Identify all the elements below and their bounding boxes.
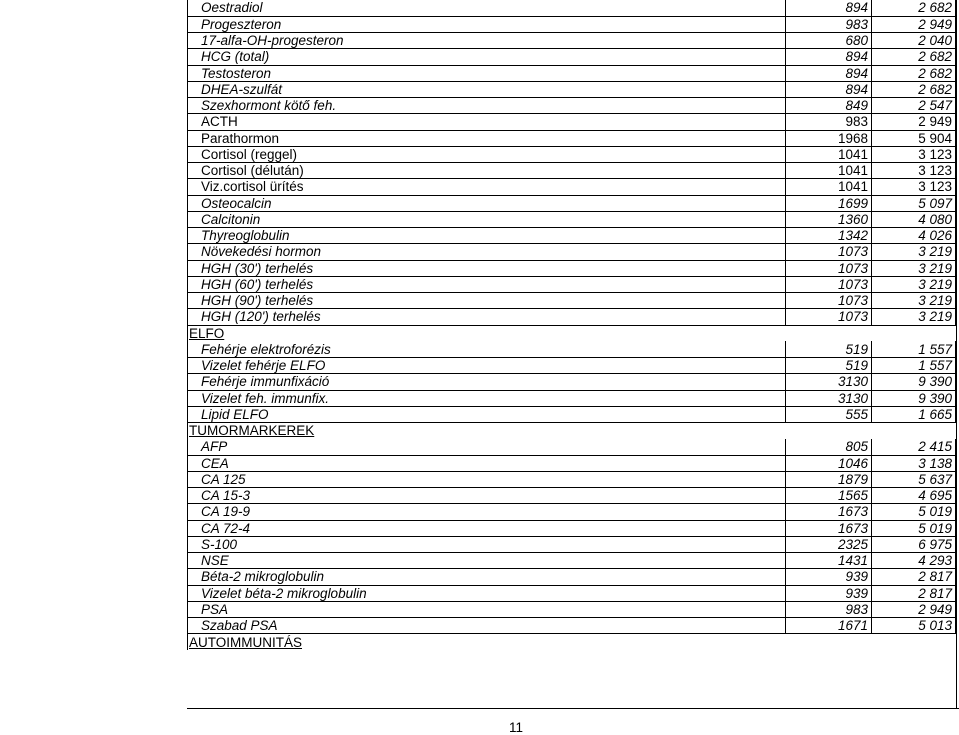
table-row [188, 455, 956, 471]
row-value-1: 805 [786, 439, 872, 455]
section-title: ELFO [189, 325, 225, 341]
row-value-2: 2 949 [872, 114, 956, 130]
row-value-2: 2 682 [872, 0, 956, 16]
table-row [188, 179, 956, 195]
table-row [188, 16, 956, 32]
row-value-2: 2 949 [872, 601, 956, 617]
row-value-1: 1673 [786, 520, 872, 536]
section-header-empty-cell [786, 634, 872, 650]
table-row [188, 358, 956, 374]
table-row [188, 244, 956, 260]
row-value-2: 3 219 [872, 260, 956, 276]
row-name: Növekedési hormon [188, 244, 786, 260]
row-name: CA 15-3 [188, 488, 786, 504]
table-row [188, 536, 956, 552]
section-header-empty-cell [786, 325, 872, 341]
row-name: Osteocalcin [188, 195, 786, 211]
row-value-1: 1073 [786, 293, 872, 309]
row-value-1: 894 [786, 65, 872, 81]
row-value-2: 2 817 [872, 569, 956, 585]
table-row [188, 228, 956, 244]
row-value-2: 2 682 [872, 81, 956, 97]
section-header-empty-cell [872, 325, 956, 341]
row-value-2: 4 026 [872, 228, 956, 244]
row-name: Viz.cortisol ürítés [188, 179, 786, 195]
row-value-1: 2325 [786, 536, 872, 552]
table-row [188, 569, 956, 585]
table-row [188, 0, 956, 16]
row-value-2: 6 975 [872, 536, 956, 552]
section-header-row [188, 423, 956, 439]
row-value-2: 2 682 [872, 49, 956, 65]
row-value-1: 1073 [786, 276, 872, 292]
row-value-1: 1431 [786, 553, 872, 569]
row-name: Cortisol (délután) [188, 163, 786, 179]
table-row [188, 146, 956, 162]
section-header-empty-cell [786, 423, 872, 439]
section-header [188, 423, 786, 439]
table-row [188, 520, 956, 536]
table-row [188, 260, 956, 276]
row-value-2: 2 682 [872, 65, 956, 81]
row-value-2: 3 219 [872, 309, 956, 325]
row-name: ACTH [188, 114, 786, 130]
table-row [188, 406, 956, 422]
row-value-2: 5 013 [872, 618, 956, 634]
row-name: Lipid ELFO [188, 406, 786, 422]
row-name: HCG (total) [188, 49, 786, 65]
row-value-2: 4 695 [872, 488, 956, 504]
row-name: CA 125 [188, 471, 786, 487]
row-name: 17-alfa-OH-progesteron [188, 33, 786, 49]
row-name: DHEA-szulfát [188, 81, 786, 97]
row-value-2: 3 219 [872, 276, 956, 292]
table-row [188, 553, 956, 569]
row-name: Testosteron [188, 65, 786, 81]
row-value-1: 1968 [786, 130, 872, 146]
row-value-1: 1360 [786, 211, 872, 227]
section-header [188, 634, 786, 650]
table-bottom-border [187, 708, 959, 709]
row-value-1: 939 [786, 585, 872, 601]
row-name: PSA [188, 601, 786, 617]
row-value-1: 1073 [786, 309, 872, 325]
row-value-2: 3 123 [872, 146, 956, 162]
row-value-1: 3130 [786, 390, 872, 406]
row-value-2: 2 547 [872, 98, 956, 114]
row-value-2: 5 019 [872, 504, 956, 520]
table-right-border [956, 0, 957, 708]
table-row [188, 374, 956, 390]
section-header-row [188, 325, 956, 341]
row-value-1: 939 [786, 569, 872, 585]
row-value-1: 983 [786, 114, 872, 130]
row-value-1: 1073 [786, 260, 872, 276]
table-row [188, 390, 956, 406]
row-value-2: 9 390 [872, 374, 956, 390]
section-header-empty-cell [872, 423, 956, 439]
table-row [188, 341, 956, 357]
row-value-2: 2 040 [872, 33, 956, 49]
row-value-2: 1 557 [872, 358, 956, 374]
row-value-1: 3130 [786, 374, 872, 390]
table-row [188, 601, 956, 617]
row-value-2: 9 390 [872, 390, 956, 406]
table-row [188, 211, 956, 227]
table-row [188, 276, 956, 292]
row-value-1: 555 [786, 406, 872, 422]
row-name: Cortisol (reggel) [188, 146, 786, 162]
row-name: Vizelet feh. immunfix. [188, 390, 786, 406]
row-value-1: 1565 [786, 488, 872, 504]
row-name: CEA [188, 455, 786, 471]
table-row [188, 65, 956, 81]
row-name: HGH (90') terhelés [188, 293, 786, 309]
row-name: AFP [188, 439, 786, 455]
row-value-1: 680 [786, 33, 872, 49]
price-table-body [188, 0, 956, 650]
page-number: 11 [509, 720, 524, 735]
row-value-2: 5 019 [872, 520, 956, 536]
row-value-1: 1673 [786, 504, 872, 520]
table-row [188, 114, 956, 130]
row-name: Béta-2 mikroglobulin [188, 569, 786, 585]
row-name: Progeszteron [188, 16, 786, 32]
row-name: Szexhormont kötő feh. [188, 98, 786, 114]
table-row [188, 98, 956, 114]
table-row [188, 81, 956, 97]
table-row [188, 504, 956, 520]
row-name: CA 72-4 [188, 520, 786, 536]
table-row [188, 130, 956, 146]
row-value-2: 2 949 [872, 16, 956, 32]
row-name: Parathormon [188, 130, 786, 146]
table-row [188, 488, 956, 504]
section-header-row [188, 634, 956, 650]
table-row [188, 195, 956, 211]
row-name: HGH (120') terhelés [188, 309, 786, 325]
row-value-1: 1879 [786, 471, 872, 487]
row-name: Oestradiol [188, 0, 786, 16]
row-value-2: 3 219 [872, 244, 956, 260]
table-row [188, 618, 956, 634]
row-value-2: 1 557 [872, 341, 956, 357]
row-value-1: 1046 [786, 455, 872, 471]
row-name: CA 19-9 [188, 504, 786, 520]
row-name: Calcitonin [188, 211, 786, 227]
row-value-1: 1073 [786, 244, 872, 260]
section-title: TUMORMARKEREK [189, 423, 315, 439]
row-name: Vizelet fehérje ELFO [188, 358, 786, 374]
row-name: Thyreoglobulin [188, 228, 786, 244]
row-value-2: 4 080 [872, 211, 956, 227]
row-name: Fehérje immunfixáció [188, 374, 786, 390]
row-value-1: 1342 [786, 228, 872, 244]
section-header-empty-cell [872, 634, 956, 650]
row-name: Fehérje elektroforézis [188, 341, 786, 357]
row-value-2: 1 665 [872, 406, 956, 422]
row-value-2: 3 138 [872, 455, 956, 471]
row-value-2: 3 123 [872, 179, 956, 195]
row-value-1: 1671 [786, 618, 872, 634]
row-value-2: 5 097 [872, 195, 956, 211]
row-name: HGH (30') terhelés [188, 260, 786, 276]
table-row [188, 293, 956, 309]
row-value-1: 519 [786, 341, 872, 357]
row-value-1: 1699 [786, 195, 872, 211]
row-value-2: 2 817 [872, 585, 956, 601]
row-value-2: 2 415 [872, 439, 956, 455]
row-value-2: 4 293 [872, 553, 956, 569]
row-value-2: 5 904 [872, 130, 956, 146]
row-name: S-100 [188, 536, 786, 552]
table-row [188, 49, 956, 65]
row-value-2: 3 219 [872, 293, 956, 309]
table-row [188, 33, 956, 49]
table-row [188, 163, 956, 179]
table-row [188, 471, 956, 487]
table-row [188, 439, 956, 455]
section-title: AUTOIMMUNITÁS [189, 634, 303, 650]
row-value-1: 1041 [786, 163, 872, 179]
table-row [188, 309, 956, 325]
row-name: NSE [188, 553, 786, 569]
row-value-1: 894 [786, 49, 872, 65]
row-name: Szabad PSA [188, 618, 786, 634]
row-value-1: 519 [786, 358, 872, 374]
row-value-1: 983 [786, 16, 872, 32]
row-name: Vizelet béta-2 mikroglobulin [188, 585, 786, 601]
row-value-1: 1041 [786, 146, 872, 162]
price-table [187, 0, 956, 650]
table-row [188, 585, 956, 601]
row-value-1: 894 [786, 81, 872, 97]
row-value-2: 5 637 [872, 471, 956, 487]
row-value-1: 1041 [786, 179, 872, 195]
row-value-1: 983 [786, 601, 872, 617]
row-value-1: 894 [786, 0, 872, 16]
row-value-1: 849 [786, 98, 872, 114]
row-name: HGH (60') terhelés [188, 276, 786, 292]
section-header [188, 325, 786, 341]
row-value-2: 3 123 [872, 163, 956, 179]
